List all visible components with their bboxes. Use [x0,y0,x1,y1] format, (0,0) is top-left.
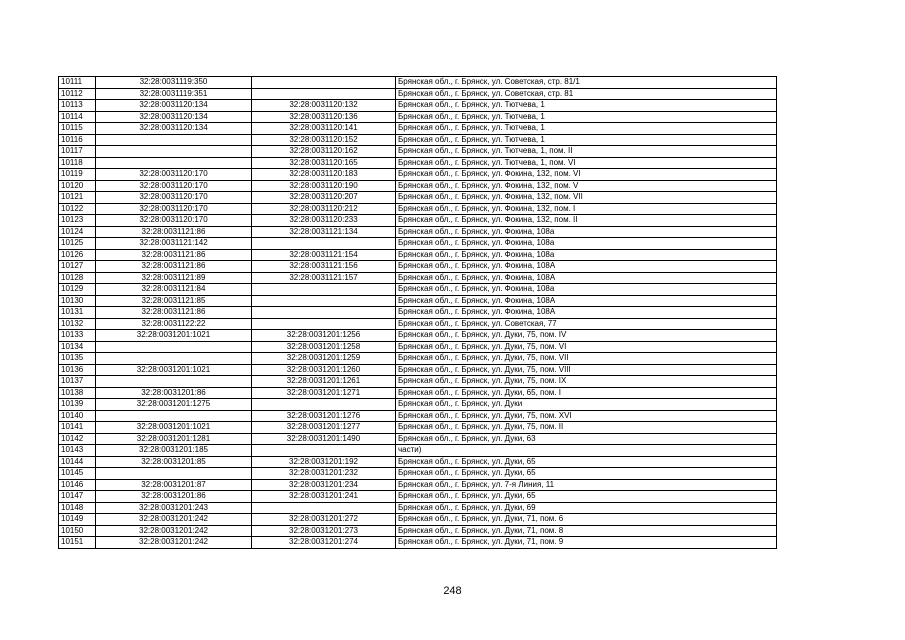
object-number-cell: 32:28:0031120:162 [252,146,396,158]
parcel-number-cell: 32:28:0031201:1021 [96,330,252,342]
table-row [59,169,777,181]
table-row [59,261,777,273]
row-number-cell: 10119 [59,169,96,181]
table-row [59,77,777,89]
parcel-number-cell [96,353,252,365]
row-number-cell: 10111 [59,77,96,89]
address-cell: Брянская обл., г. Брянск, ул. Фокина, 108А [396,295,777,307]
row-number-cell: 10116 [59,134,96,146]
parcel-number-cell: 32:28:0031120:134 [96,123,252,135]
table-row [59,491,777,503]
row-number-cell: 10122 [59,203,96,215]
object-number-cell: 32:28:0031120:165 [252,157,396,169]
address-cell: Брянская обл., г. Брянск, ул. Фокина, 108а [396,249,777,261]
parcel-number-cell: 32:28:0031201:1021 [96,422,252,434]
object-number-cell: 32:28:0031120:132 [252,100,396,112]
table-row [59,100,777,112]
address-cell: Брянская обл., г. Брянск, ул. Дуки, 69 [396,502,777,514]
cadastral-table [58,76,777,549]
address-cell: Брянская обл., г. Брянск, ул. Тютчева, 1, пом. VI [396,157,777,169]
object-number-cell: 32:28:0031120:141 [252,123,396,135]
row-number-cell: 10141 [59,422,96,434]
object-number-cell: 32:28:0031201:1259 [252,353,396,365]
row-number-cell: 10118 [59,157,96,169]
table-row [59,111,777,123]
row-number-cell: 10117 [59,146,96,158]
object-number-cell: 32:28:0031201:274 [252,537,396,549]
table-row [59,433,777,445]
address-cell: Брянская обл., г. Брянск, ул. Советская, стр. 81 [396,88,777,100]
address-cell: Брянская обл., г. Брянск, ул. Фокина, 108А [396,272,777,284]
row-number-cell: 10112 [59,88,96,100]
object-number-cell [252,77,396,89]
table-row [59,146,777,158]
address-cell: Брянская обл., г. Брянск, ул. Тютчева, 1, пом. II [396,146,777,158]
parcel-number-cell: 32:28:0031201:185 [96,445,252,457]
row-number-cell: 10134 [59,341,96,353]
object-number-cell: 32:28:0031201:1277 [252,422,396,434]
row-number-cell: 10146 [59,479,96,491]
table-row [59,399,777,411]
parcel-number-cell: 32:28:0031201:1021 [96,364,252,376]
table-row [59,341,777,353]
row-number-cell: 10142 [59,433,96,445]
object-number-cell [252,307,396,319]
page-number: 248 [443,585,462,597]
address-cell: Брянская обл., г. Брянск, ул. Фокина, 132, пом. I [396,203,777,215]
object-number-cell: 32:28:0031120:233 [252,215,396,227]
address-cell: Брянская обл., г. Брянск, ул. Дуки, 63 [396,433,777,445]
address-cell: Брянская обл., г. Брянск, ул. Фокина, 108А [396,307,777,319]
table-row [59,88,777,100]
address-cell: Брянская обл., г. Брянск, ул. Фокина, 108а [396,238,777,250]
parcel-number-cell: 32:28:0031120:170 [96,203,252,215]
row-number-cell: 10145 [59,468,96,480]
parcel-number-cell: 32:28:0031201:86 [96,387,252,399]
address-cell: Брянская обл., г. Брянск, ул. Тютчева, 1 [396,134,777,146]
row-number-cell: 10132 [59,318,96,330]
address-cell: Брянская обл., г. Брянск, ул. Дуки, 75, пом. VII [396,353,777,365]
object-number-cell: 32:28:0031120:152 [252,134,396,146]
table-row [59,353,777,365]
parcel-number-cell: 32:28:0031121:86 [96,307,252,319]
row-number-cell: 10127 [59,261,96,273]
address-cell: Брянская обл., г. Брянск, ул. Дуки, 65 [396,468,777,480]
address-cell: Брянская обл., г. Брянск, ул. Дуки, 65 [396,491,777,503]
address-cell: Брянская обл., г. Брянск, ул. Советская, стр. 81/1 [396,77,777,89]
table-row [59,238,777,250]
table-row [59,456,777,468]
address-cell: Брянская обл., г. Брянск, ул. Дуки, 71, пом. 9 [396,537,777,549]
table-row [59,330,777,342]
parcel-number-cell: 32:28:0031120:170 [96,169,252,181]
table-row [59,410,777,422]
table-row [59,180,777,192]
row-number-cell: 10133 [59,330,96,342]
parcel-number-cell [96,376,252,388]
row-number-cell: 10151 [59,537,96,549]
table-row [59,307,777,319]
table-row [59,479,777,491]
object-number-cell [252,318,396,330]
parcel-number-cell: 32:28:0031120:170 [96,192,252,204]
object-number-cell: 32:28:0031201:1261 [252,376,396,388]
address-cell: Брянская обл., г. Брянск, ул. Дуки, 75, пом. XVI [396,410,777,422]
address-cell: Брянская обл., г. Брянск, ул. Дуки, 75, пом. VIII [396,364,777,376]
address-cell: Брянская обл., г. Брянск, ул. Фокина, 132, пом. VI [396,169,777,181]
address-cell: Брянская обл., г. Брянск, ул. Фокина, 108а [396,226,777,238]
address-cell: Брянская обл., г. Брянск, ул. Дуки, 75, пом. IV [396,330,777,342]
row-number-cell: 10135 [59,353,96,365]
parcel-number-cell: 32:28:0031201:87 [96,479,252,491]
parcel-number-cell [96,468,252,480]
object-number-cell: 32:28:0031121:156 [252,261,396,273]
parcel-number-cell [96,410,252,422]
row-number-cell: 10121 [59,192,96,204]
row-number-cell: 10125 [59,238,96,250]
row-number-cell: 10123 [59,215,96,227]
address-cell: Брянская обл., г. Брянск, ул. Тютчева, 1 [396,100,777,112]
address-cell: части) [396,445,777,457]
parcel-number-cell: 32:28:0031121:89 [96,272,252,284]
address-cell: Брянская обл., г. Брянск, ул. Дуки, 65, пом. I [396,387,777,399]
row-number-cell: 10140 [59,410,96,422]
parcel-number-cell: 32:28:0031120:170 [96,180,252,192]
object-number-cell: 32:28:0031201:1490 [252,433,396,445]
parcel-number-cell: 32:28:0031201:1275 [96,399,252,411]
table-row [59,272,777,284]
row-number-cell: 10139 [59,399,96,411]
table-row [59,514,777,526]
parcel-number-cell: 32:28:0031121:86 [96,261,252,273]
object-number-cell [252,88,396,100]
parcel-number-cell: 32:28:0031121:86 [96,226,252,238]
parcel-number-cell: 32:28:0031120:170 [96,215,252,227]
table-row [59,203,777,215]
object-number-cell: 32:28:0031201:1256 [252,330,396,342]
table-row [59,468,777,480]
address-cell: Брянская обл., г. Брянск, ул. Дуки, 65 [396,456,777,468]
parcel-number-cell: 32:28:0031201:242 [96,537,252,549]
parcel-number-cell: 32:28:0031201:1281 [96,433,252,445]
object-number-cell: 32:28:0031120:212 [252,203,396,215]
object-number-cell [252,502,396,514]
address-cell: Брянская обл., г. Брянск, ул. Дуки, 71, пом. 6 [396,514,777,526]
table-row [59,376,777,388]
table-row [59,134,777,146]
row-number-cell: 10138 [59,387,96,399]
object-number-cell [252,399,396,411]
table-row [59,192,777,204]
address-cell: Брянская обл., г. Брянск, ул. Фокина, 108а [396,284,777,296]
row-number-cell: 10114 [59,111,96,123]
table-row [59,284,777,296]
address-cell: Брянская обл., г. Брянск, ул. Тютчева, 1 [396,111,777,123]
object-number-cell: 32:28:0031201:234 [252,479,396,491]
parcel-number-cell: 32:28:0031119:350 [96,77,252,89]
table-row [59,295,777,307]
parcel-number-cell: 32:28:0031201:242 [96,514,252,526]
table-row [59,249,777,261]
table-row [59,215,777,227]
parcel-number-cell: 32:28:0031122:22 [96,318,252,330]
parcel-number-cell: 32:28:0031120:134 [96,111,252,123]
row-number-cell: 10131 [59,307,96,319]
row-number-cell: 10120 [59,180,96,192]
table-row [59,422,777,434]
parcel-number-cell: 32:28:0031121:84 [96,284,252,296]
row-number-cell: 10150 [59,525,96,537]
row-number-cell: 10136 [59,364,96,376]
table-row [59,226,777,238]
parcel-number-cell [96,157,252,169]
row-number-cell: 10130 [59,295,96,307]
table-row [59,525,777,537]
parcel-number-cell: 32:28:0031201:243 [96,502,252,514]
parcel-number-cell [96,146,252,158]
address-cell: Брянская обл., г. Брянск, ул. 7-я Линия, 11 [396,479,777,491]
object-number-cell: 32:28:0031121:134 [252,226,396,238]
object-number-cell: 32:28:0031201:1276 [252,410,396,422]
object-number-cell: 32:28:0031121:157 [252,272,396,284]
object-number-cell [252,284,396,296]
parcel-number-cell: 32:28:0031121:85 [96,295,252,307]
object-number-cell: 32:28:0031201:1258 [252,341,396,353]
object-number-cell: 32:28:0031201:1271 [252,387,396,399]
address-cell: Брянская обл., г. Брянск, ул. Фокина, 132, пом. V [396,180,777,192]
address-cell: Брянская обл., г. Брянск, ул. Фокина, 132, пом. VII [396,192,777,204]
table-row [59,123,777,135]
parcel-number-cell: 32:28:0031121:86 [96,249,252,261]
row-number-cell: 10137 [59,376,96,388]
parcel-number-cell: 32:28:0031201:242 [96,525,252,537]
address-cell: Брянская обл., г. Брянск, ул. Фокина, 108А [396,261,777,273]
row-number-cell: 10143 [59,445,96,457]
row-number-cell: 10147 [59,491,96,503]
parcel-number-cell: 32:28:0031121:142 [96,238,252,250]
row-number-cell: 10115 [59,123,96,135]
object-number-cell: 32:28:0031201:273 [252,525,396,537]
table-row [59,364,777,376]
table-row [59,502,777,514]
address-cell: Брянская обл., г. Брянск, ул. Дуки [396,399,777,411]
row-number-cell: 10144 [59,456,96,468]
parcel-number-cell [96,134,252,146]
object-number-cell: 32:28:0031201:232 [252,468,396,480]
object-number-cell: 32:28:0031201:192 [252,456,396,468]
address-cell: Брянская обл., г. Брянск, ул. Дуки, 75, пом. IX [396,376,777,388]
row-number-cell: 10149 [59,514,96,526]
object-number-cell: 32:28:0031120:136 [252,111,396,123]
object-number-cell [252,445,396,457]
parcel-number-cell [96,341,252,353]
parcel-number-cell: 32:28:0031120:134 [96,100,252,112]
object-number-cell [252,238,396,250]
address-cell: Брянская обл., г. Брянск, ул. Советская, 77 [396,318,777,330]
table-row [59,387,777,399]
address-cell: Брянская обл., г. Брянск, ул. Дуки, 75, пом. II [396,422,777,434]
row-number-cell: 10148 [59,502,96,514]
object-number-cell: 32:28:0031121:154 [252,249,396,261]
object-number-cell: 32:28:0031120:207 [252,192,396,204]
row-number-cell: 10113 [59,100,96,112]
table-row [59,318,777,330]
address-cell: Брянская обл., г. Брянск, ул. Дуки, 71, пом. 8 [396,525,777,537]
parcel-number-cell: 32:28:0031201:85 [96,456,252,468]
address-cell: Брянская обл., г. Брянск, ул. Дуки, 75, пом. VI [396,341,777,353]
object-number-cell: 32:28:0031201:272 [252,514,396,526]
object-number-cell: 32:28:0031201:1260 [252,364,396,376]
row-number-cell: 10129 [59,284,96,296]
object-number-cell [252,295,396,307]
address-cell: Брянская обл., г. Брянск, ул. Фокина, 132, пом. II [396,215,777,227]
table-row [59,445,777,457]
row-number-cell: 10128 [59,272,96,284]
table-row [59,537,777,549]
object-number-cell: 32:28:0031201:241 [252,491,396,503]
address-cell: Брянская обл., г. Брянск, ул. Тютчева, 1 [396,123,777,135]
object-number-cell: 32:28:0031120:190 [252,180,396,192]
object-number-cell: 32:28:0031120:183 [252,169,396,181]
parcel-number-cell: 32:28:0031119:351 [96,88,252,100]
table-body [59,77,777,549]
row-number-cell: 10126 [59,249,96,261]
table-row [59,157,777,169]
parcel-number-cell: 32:28:0031201:86 [96,491,252,503]
row-number-cell: 10124 [59,226,96,238]
